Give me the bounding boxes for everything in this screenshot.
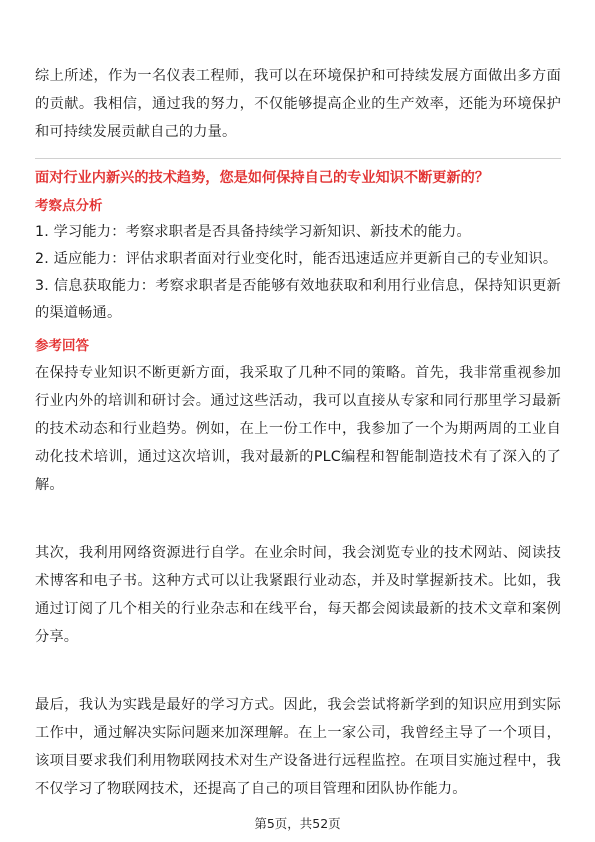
answer-title: 参考回答 xyxy=(35,338,89,354)
page-footer: 第5页，共52页 xyxy=(254,816,341,831)
document-page xyxy=(35,62,561,803)
analysis-item: 1. 学习能力：考察求职者是否具备持续学习新知识、新技术的能力。 xyxy=(35,224,471,240)
answer-paragraph: 最后，我认为实践是最好的学习方式。因此，我会尝试将新学到的知识应用到实际工作中，通过解决实际问题来加深理解。在上一家公司，我曾经主导了一个项目，该项目要求我们利用物联网技术对生产设备进行远程监控。在项目实施过程中，我不仅学习了物联网技术，还提高了自己的项目管理和团队协作能力。 xyxy=(35,697,561,797)
section-divider xyxy=(35,158,561,159)
analysis-title: 考察点分析 xyxy=(35,198,103,214)
answer-paragraph: 在保持专业知识不断更新方面，我采取了几种不同的策略。首先，我非常重视参加行业内外的培训和研讨会。通过这些活动，我可以直接从专家和同行那里学习最新的技术动态和行业趋势。例如，在上一份工作中，我参加了一个为期两周的工业自动化技术培训，通过这次培训，我对最新的PLC编程和智能制造技术有了深入的了解。 xyxy=(35,365,561,493)
answer-paragraph: 其次，我利用网络资源进行自学。在业余时间，我会浏览专业的技术网站、阅读技术博客和电子书。这种方式可以让我紧跟行业动态，并及时掌握新技术。比如，我通过订阅了几个相关的行业杂志和在线平台，每天都会阅读最新的技术文章和案例分享。 xyxy=(35,545,561,645)
analysis-item: 3. 信息获取能力：考察求职者是否能够有效地获取和利用行业信息，保持知识更新的渠道畅通。 xyxy=(35,278,561,321)
analysis-list xyxy=(35,219,561,327)
intro-paragraph: 综上所述，作为一名仪表工程师，我可以在环境保护和可持续发展方面做出多方面的贡献。我相信，通过我的努力，不仅能够提高企业的生产效率，还能为环境保护和可持续发展贡献自己的力量。 xyxy=(35,68,561,140)
analysis-item: 2. 适应能力：评估求职者面对行业变化时，能否迅速适应并更新自己的专业知识。 xyxy=(35,251,558,267)
question-heading: 面对行业内新兴的技术趋势，您是如何保持自己的专业知识不断更新的？ xyxy=(35,170,490,186)
